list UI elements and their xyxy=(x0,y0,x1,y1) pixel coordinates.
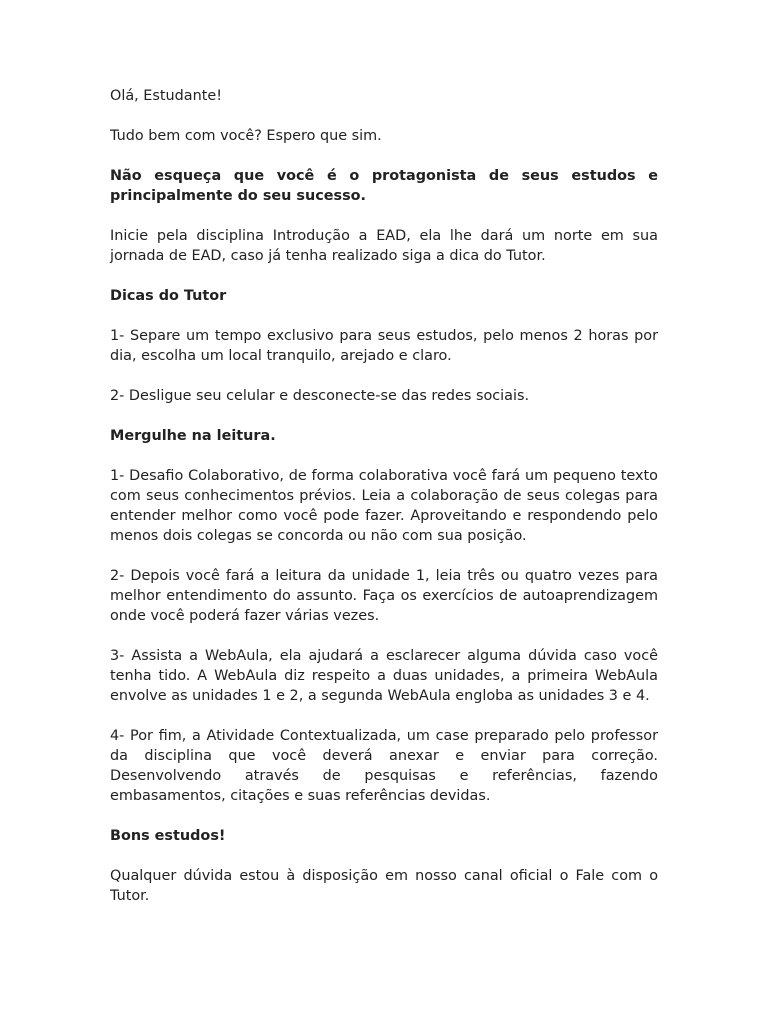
intro-text: Tudo bem com você? Espero que sim. xyxy=(110,128,382,144)
tip-item: 2- Desligue seu celular e desconecte-se das redes sociais. xyxy=(110,388,530,404)
start-tip-text: Inicie pela disciplina Introdução a EAD, ela lhe dará um norte em sua jornada de EAD, caso já tenha realizado siga a dica do Tutor. xyxy=(110,228,658,264)
closing-text: Bons estudos! xyxy=(110,828,226,844)
reading-item: 4- Por fim, a Atividade Contextualizada, um case preparado pelo professor da disciplina que você deverá anexar e enviar para correção. Desenvolvendo através de pesquisas e referências, fazendo embasamentos, citações e suas referências devidas. xyxy=(110,728,658,804)
reading-item: 3- Assista a WebAula, ela ajudará a esclarecer alguma dúvida caso você tenha tido. A WebAula diz respeito a duas unidades, a primeira WebAula envolve as unidades 1 e 2, a segunda WebAula engloba as unidades 3 e 4. xyxy=(110,648,658,704)
tips-heading: Dicas do Tutor xyxy=(110,288,227,304)
reading-item: 2- Depois você fará a leitura da unidade 1, leia três ou quatro vezes para melhor entendimento do assunto. Faça os exercícios de autoaprendizagem onde você poderá fazer várias vezes. xyxy=(110,568,658,624)
reminder-text: Não esqueça que você é o protagonista de seus estudos e principalmente do seu sucesso. xyxy=(110,168,658,204)
reading-heading: Mergulhe na leitura. xyxy=(110,428,276,444)
document-page xyxy=(110,86,658,926)
contact-text: Qualquer dúvida estou à disposição em nosso canal oficial o Fale com o Tutor. xyxy=(110,868,658,904)
greeting: Olá, Estudante! xyxy=(110,88,222,104)
tip-item: 1- Separe um tempo exclusivo para seus estudos, pelo menos 2 horas por dia, escolha um local tranquilo, arejado e claro. xyxy=(110,328,658,364)
reading-item: 1- Desafio Colaborativo, de forma colaborativa você fará um pequeno texto com seus conhecimentos prévios. Leia a colaboração de seus colegas para entender melhor como você pode fazer. Aproveitando e respondendo pelo menos dois colegas se concorda ou não com sua posição. xyxy=(110,468,658,544)
